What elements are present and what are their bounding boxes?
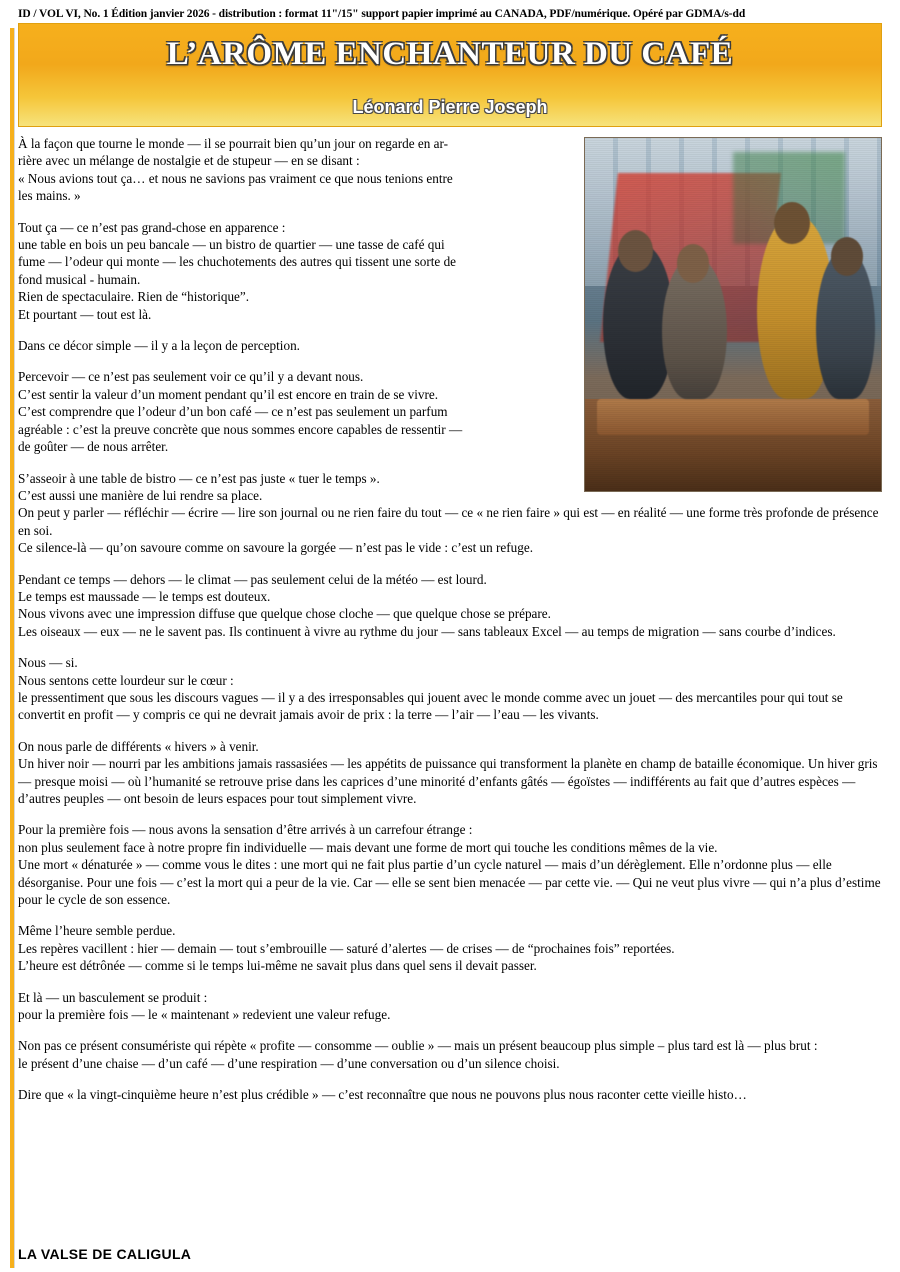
- text-line: Percevoir — ce n’est pas seulement voir ce qu’il y a devant nous.: [18, 369, 364, 385]
- text-line: On nous parle de différents « hivers » à venir.: [18, 738, 259, 754]
- author-byline: Léonard Pierre Joseph: [352, 97, 548, 117]
- paragraph: [18, 821, 882, 908]
- article-body: [18, 127, 882, 1104]
- text-line: Les repères vacillent : hier — demain — tout s’embrouille — saturé d’alertes — de crises — de “prochaines fois” reportées.: [18, 940, 675, 956]
- text-line: Un hiver noir — nourri par les ambitions jamais rassasiées — les appétits de puissance qui transforment la planète en champ de bataille économique.: [18, 756, 805, 772]
- text-line: C’est aussi une manière de lui rendre sa place.: [18, 487, 263, 503]
- text-line: Rien de spectaculaire. Rien de “historique”.: [18, 289, 250, 305]
- paragraph: [18, 1086, 882, 1103]
- text-line: Dire que « la vingt-cinquième heure n’est plus crédible » — c’est reconnaître que nous ne pouvons plus nous raconter cette vieille histo…: [18, 1087, 747, 1103]
- text-line: Pendant ce temps — dehors — le climat — pas seulement celui de la météo — est lourd.: [18, 571, 487, 587]
- text-line: Nous vivons avec une impression diffuse que quelque chose cloche — que quelque chose se prépare.: [18, 606, 551, 622]
- text-line: À la façon que tourne le monde — il se pourrait bien qu’un jour on regarde en ar-: [18, 136, 449, 151]
- text-line: Non pas ce présent consumériste qui répète « profite — consomme — oublie » — mais un présent beaucoup plus simple – plus tard est là — plus brut :: [18, 1038, 818, 1054]
- text-line: Même l’heure semble perdue.: [18, 923, 176, 939]
- text-line: les mains. »: [18, 188, 81, 204]
- text-line: Une mort « dénaturée » — comme vous le dites : une mort qui ne fait plus partie d’un cycle naturel — mais d’un dérèglement. Elle n’ordonne plus — elle désorganise. Pour une fois — c’est la mort qui a peur de la vie. Car — elle se sent bien menacée — par cette vie. — Qui ne veut plus vivre — qui n’a plus d’estime pour le cycle de son essence.: [18, 857, 881, 908]
- text-line: Dans ce décor simple — il y a la leçon de perception.: [18, 338, 300, 354]
- text-line: le présent d’une chaise — d’un café — d’une respiration — d’une conversation ou d’un silence choisi.: [18, 1055, 560, 1071]
- left-edge-rule: [14, 28, 15, 1268]
- text-line: C’est comprendre que l’odeur d’un bon café — ce n’est pas seulement un parfum: [18, 404, 448, 420]
- text-line: Un hiver gris — presque moisi — où l’humanité se retrouve prise dans les caprices d’une minorité d’enfants gâtés — égoïstes — indifférents au fait que d’autres espèces — d’autres peuples — ont besoin de leurs espaces pour tout simplement vivre.: [18, 756, 878, 806]
- text-line: rière avec un mélange de nostalgie et de stupeur — en se disant :: [18, 153, 360, 169]
- text-line: Ce silence-là — qu’on savoure comme on savoure la gorgée — n’est pas le vide : c’est un refuge.: [18, 540, 533, 556]
- text-line: non plus seulement face à notre propre fin individuelle — mais devant une forme de mort qui touche les conditions mêmes de la vie.: [18, 839, 718, 855]
- text-line: Nous — si.: [18, 655, 78, 671]
- paragraph: [18, 1037, 882, 1072]
- text-line: Tout ça — ce n’est pas grand-chose en apparence :: [18, 219, 286, 235]
- text-line: le pressentiment que sous les discours vagues — il y a des irresponsables qui jouent avec le monde comme avec un jouet — des mercantiles pour qui tout se convertit en profit — y compris ce qui ne devrait jamais avoir de prix : la terre — l’air — l’eau — les vivants.: [18, 689, 843, 723]
- paragraph: [18, 922, 882, 974]
- text-line: Nous sentons cette lourdeur sur le cœur :: [18, 672, 234, 688]
- title-banner: [18, 23, 882, 127]
- text-line: agréable : c’est la preuve concrète que nous sommes encore capables de ressentir —: [18, 421, 463, 437]
- text-line: Le temps est maussade — le temps est douteux.: [18, 588, 271, 604]
- paragraph: [18, 989, 882, 1024]
- cafe-interior-photo: [584, 137, 882, 492]
- paragraph: [18, 738, 882, 808]
- text-line: On peut y parler — réfléchir — écrire — lire son journal ou ne rien faire du tout — ce « ne rien faire » qui est — en réalité — une forme très profonde de présence en soi.: [18, 505, 879, 538]
- paragraph: [18, 654, 882, 724]
- text-line: pour la première fois — le « maintenant » redevient une valeur refuge.: [18, 1007, 391, 1023]
- text-line: C’est sentir la valeur d’un moment pendant qu’il est encore en train de se vivre.: [18, 386, 439, 402]
- text-line: S’asseoir à une table de bistro — ce n’est pas juste « tuer le temps ».: [18, 470, 380, 486]
- text-line: fond musical - humain.: [18, 271, 141, 287]
- masthead-issue-line: ID / VOL VI, No. 1 Édition janvier 2026 - distribution : format 11"/15" support papier imprimé au CANADA, PDF/numérique. Opéré par GDMA/s-dd: [18, 8, 746, 20]
- text-line: fume — l’odeur qui monte — les chuchotements des autres qui tissent une sorte de: [18, 254, 457, 270]
- text-line: Et là — un basculement se produit :: [18, 989, 208, 1005]
- text-line: L’heure est détrônée — comme si le temps lui-même ne savait plus dans quel sens il devait passer.: [18, 958, 537, 974]
- text-line: de goûter — de nous arrêter.: [18, 439, 169, 455]
- text-line: Pour la première fois — nous avons la sensation d’être arrivés à un carrefour étrange :: [18, 822, 473, 838]
- text-line: Les oiseaux — eux — ne le savent pas. Ils continuent à vivre au rythme du jour — sans tableaux Excel — au temps de migration — sans courbe d’indices.: [18, 623, 836, 639]
- text-line: une table en bois un peu bancale — un bistro de quartier — une tasse de café qui: [18, 237, 445, 253]
- text-line: « Nous avions tout ça… et nous ne savions pas vraiment ce que nous tenions entre: [18, 170, 453, 186]
- text-line: Et pourtant — tout est là.: [18, 306, 152, 322]
- page-title: L’ARÔME ENCHANTEUR DU CAFÉ: [166, 36, 734, 72]
- footer-label: LA VALSE DE CALIGULA: [18, 1246, 192, 1262]
- paragraph: [18, 571, 882, 641]
